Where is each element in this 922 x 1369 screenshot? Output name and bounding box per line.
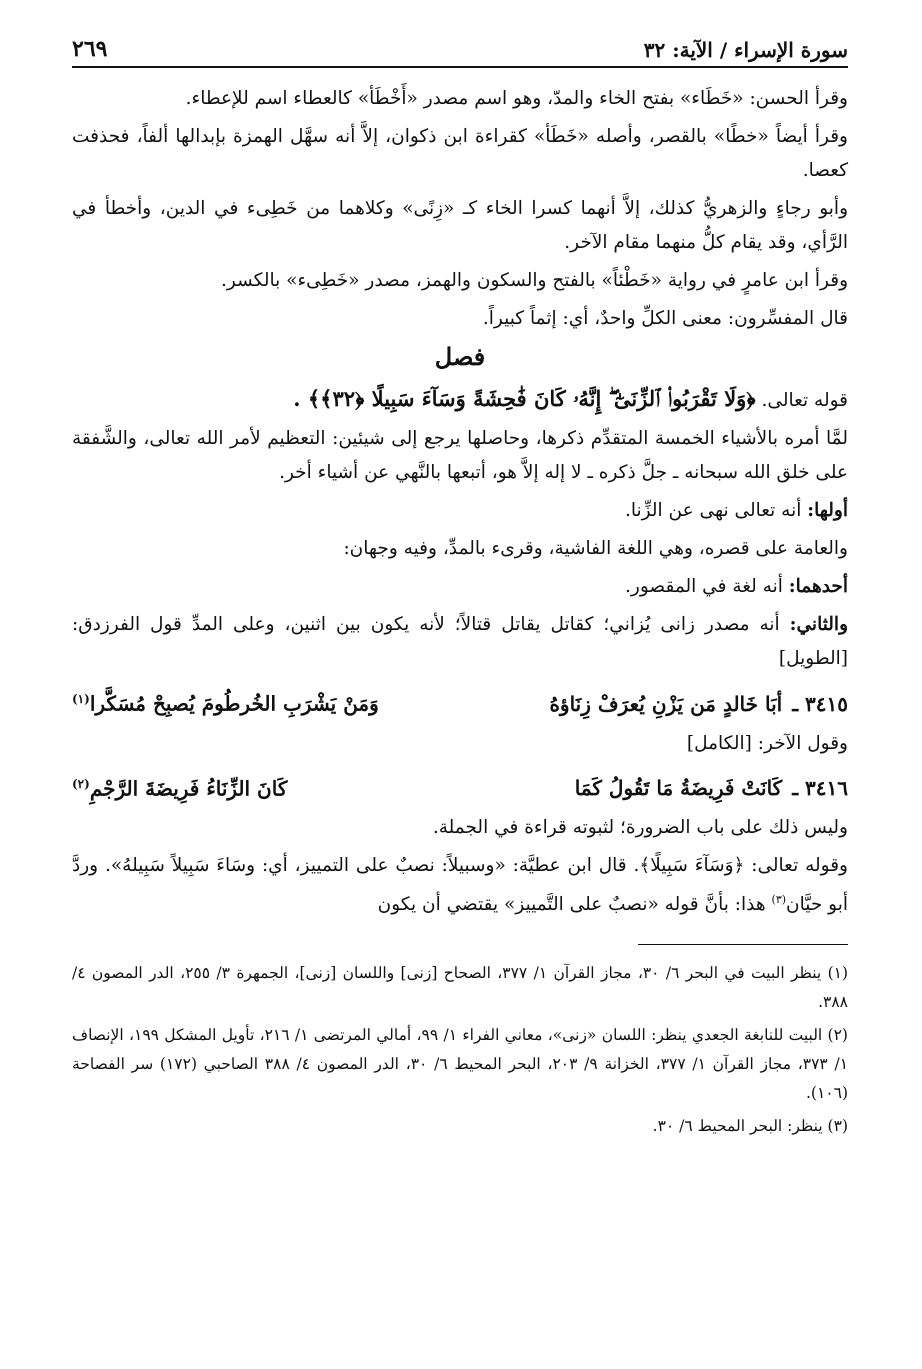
paragraph: وليس ذلك على باب الضرورة؛ لثبوته قراءة في الجملة.: [432, 817, 848, 839]
paragraph-text: أنه مصدر زانى يُزاني؛ كقاتل يقاتل قتالاً؛ لأنه يكون بين اثنين، وعلى المدِّ قول الفرزدق: [الطويل]: [72, 614, 848, 669]
page-number: ٢٦٩: [72, 36, 108, 62]
section-heading: فصل: [434, 342, 486, 371]
paragraph: وأبو رجاءٍ والزهريُّ كذلك، إلاَّ أنهما كسرا الخاء كـ «زِنًى» وكلاهما من خَطِىء في الدين، وأخطأ في الرَّأي، وقد يقام كلُّ منهما مقام الآخر.: [72, 198, 848, 253]
paragraph-text: أنه تعالى نهى عن الزِّنا.: [625, 500, 802, 521]
poem-number: ٣٤١٥ ـ: [792, 691, 848, 716]
paragraph-first: [72, 494, 848, 528]
poem-hemistich-second: [72, 680, 427, 723]
poem-hemistich-first: أبَا خَالدٍ مَن يَزْنِ يُعرَفْ زِنَاؤهُ: [549, 691, 783, 716]
paragraph-text: هذا: بأنَّ قوله «نصبٌ على التَّمييز» يقتضي أن يكون: [377, 894, 766, 916]
running-title: سورة الإسراء / الآية: ٣٢: [643, 38, 848, 62]
paragraph: وقول الآخر: [الكامل]: [686, 732, 848, 754]
paragraph: لمَّا أمره بالأشياء الخمسة المتقدِّم ذكرها، وحاصلها يرجع إلى شيئين: التعظيم لأمر الله تعالى، والشَّفقة على خلق الله سبحانه ـ جلَّ ذكره ـ لا إله إلاَّ هو، أتبعها بالنَّهي عن أشياء أخر.: [72, 428, 848, 483]
verse-intro: قوله تعالى.: [761, 390, 848, 411]
lead-word: أولها:: [807, 500, 848, 521]
paragraph-text: أنه لغة في المقصور.: [625, 576, 783, 597]
footnote-marker: (٣): [771, 893, 787, 907]
footnote-marker: (٢): [71, 776, 90, 791]
lead-word: والثاني:: [789, 614, 848, 635]
lead-word: أحدهما:: [788, 576, 848, 597]
poem-verse-3415: [72, 680, 848, 723]
paragraph: وقرأ ابن عامرٍ في رواية «خَطْئاً» بالفتح والسكون والهمز، مصدر «خَطِىء» بالكسر.: [221, 270, 848, 291]
paragraph: وقرأ أيضاً «خطًا» بالقصر، وأصله «خَطَأ» كقراءة ابن ذكوان، إلاَّ أنه سهَّل الهمزة بإبدالها ألفاً، فحذفت كعصا.: [72, 126, 848, 181]
paragraph: وقرأ الحسن: «خَطَاء» بفتح الخاء والمدّ، وهو اسم مصدر «أَخْطَأ» كالعطاء اسم للإعطاء.: [185, 88, 848, 109]
poem-hemistich-second: [72, 765, 427, 808]
page-header: [72, 28, 848, 68]
footnote-divider: [638, 944, 848, 945]
footnote: (١) ينظر البيت في البحر ٦/ ٣٠، مجاز القرآن ١/ ٣٧٧، الصحاح [زنى] واللسان [زنى]، الجمهرة ٣/ ٢٥٥، الدر المصون ٤/ ٣٨٨.: [72, 964, 849, 1012]
poem-number: ٣٤١٦ ـ: [792, 776, 848, 801]
paragraph-last: [72, 849, 848, 922]
footnote: (٢) البيت للنابغة الجعدي ينظر: اللسان «زنى»، معاني الفراء ١/ ٩٩، أمالي المرتضى ١/ ٢١٦، تأويل المشكل ١٩٩، الإنصاف ١/ ٣٧٣، مجاز القرآن ١/ ٣٧٧، الخزانة ٩/ ٢٠٣، البحر المحيط ٦/ ٣٠، الدر المصون ٤/ ٣٨٨ الصاحبي (١٧٢) سر الفصاحة (١٠٦).: [72, 1026, 849, 1103]
poem-verse-3416: [72, 765, 848, 808]
footnote-marker: (١): [71, 692, 90, 706]
footnote: (٣) ينظر: البحر المحيط ٦/ ٣٠.: [652, 1117, 848, 1136]
hemistich-text: وَمَنْ يَشْرَبِ الخُرطُومَ يُصبِحْ مُسَكَّرا: [89, 691, 379, 716]
paragraph-second: [72, 608, 848, 676]
main-text: [72, 82, 848, 922]
paragraph-one: [72, 570, 848, 604]
hemistich-text: كَانَ الزِّنَاءُ فَرِيضَةَ الرَّجْمِ: [89, 776, 288, 801]
paragraph: قال المفسِّرون: معنى الكلِّ واحدٌ، أي: إثماً كبيراً.: [482, 308, 848, 329]
poem-hemistich-first: كَانَتْ فَرِيضَةُ مَا تَقُولُ كَمَا: [574, 776, 783, 801]
quran-verse: ﴿وَلَا تَقْرَبُوا۟ ٱلزِّنَىٰٓ ۖ إِنَّهُۥ كَانَ فَٰحِشَةً وَسَآءَ سَبِيلًا ﴿٣٢﴾﴾ .: [293, 386, 756, 411]
paragraph-text: وقوله تعالى: ﴿وَسَآءَ سَبِيلًا﴾. قال ابن عطيَّة: «وسبيلاً: نصبٌ على التمييز، أي: وسَاءَ سَبِيلاً سَبِيلهُ». وردَّ أبو حيَّان: [72, 855, 848, 916]
footnotes: [72, 959, 848, 1141]
paragraph: والعامة على قصره، وهي اللغة الفاشية، وقرىء بالمدِّ، وفيه وجهان:: [343, 538, 848, 559]
verse-line: [72, 382, 848, 418]
